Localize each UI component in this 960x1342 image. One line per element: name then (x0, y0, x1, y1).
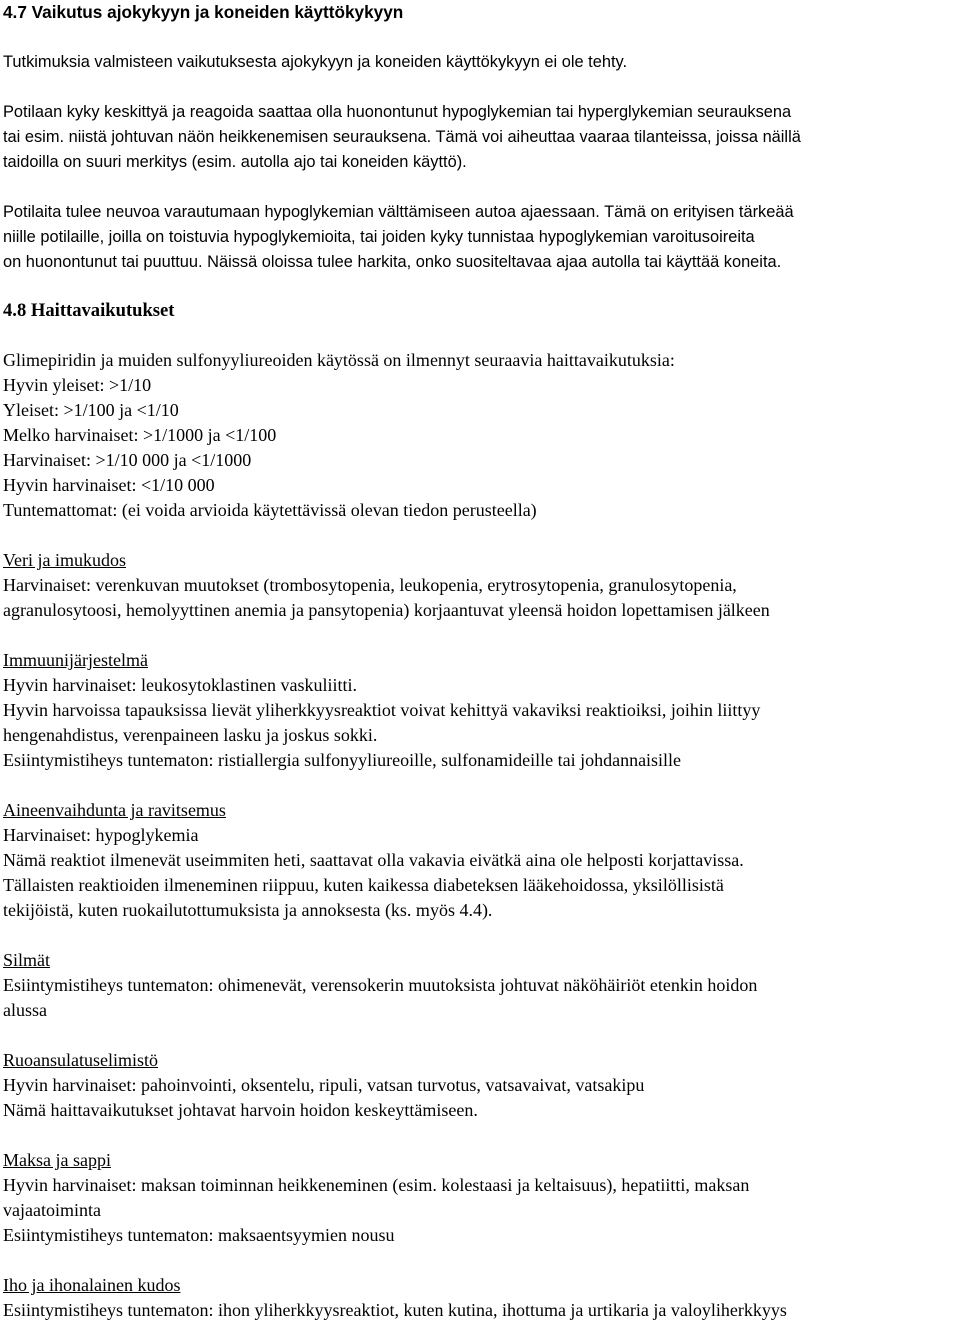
frequency-line: Harvinaiset: >1/10 000 ja <1/1000 (3, 450, 252, 470)
group-title: Iho ja ihonalainen kudos (3, 1275, 181, 1295)
frequency-line: Hyvin yleiset: >1/10 (3, 375, 152, 395)
section-4-7-paragraph-2 (3, 100, 955, 175)
group-gastrointestinal (3, 1048, 955, 1123)
text-line: Potilaita tulee neuvoa varautumaan hypoglykemian välttämiseen autoa ajaessaan. Tämä on erityisen tärkeää (3, 203, 794, 221)
text-line: Hyvin harvoissa tapauksissa lievät yliherkkyysreaktiot voivat kehittyä vakaviksi reaktioiksi, joihin liittyy (3, 700, 761, 720)
group-metabolism-nutrition (3, 798, 955, 923)
text-line: Nämä reaktiot ilmenevät useimmiten heti, saattavat olla vakavia eivätkä aina ole helposti korjattavissa. (3, 850, 744, 870)
text-line: Harvinaiset: hypoglykemia (3, 825, 199, 845)
text-line: Nämä haittavaikutukset johtavat harvoin hoidon keskeyttämiseen. (3, 1100, 478, 1120)
text-line: hengenahdistus, verenpaineen lasku ja joskus sokki. (3, 725, 378, 745)
text-line: Hyvin harvinaiset: maksan toiminnan heikkeneminen (esim. kolestaasi ja keltaisuus), hepatiitti, maksan (3, 1175, 750, 1195)
frequency-line: Melko harvinaiset: >1/1000 ja <1/100 (3, 425, 277, 445)
group-immune-system (3, 648, 955, 773)
text-line: niille potilaille, joilla on toistuvia hypoglykemioita, tai joiden kyky tunnistaa hypoglykemian varoitusoireita (3, 228, 755, 246)
text-line: Harvinaiset: verenkuvan muutokset (trombosytopenia, leukopenia, erytrosytopenia, granulosytopenia, (3, 575, 737, 595)
text-line: vajaatoiminta (3, 1200, 101, 1220)
text-line: Esiintymistiheys tuntematon: maksaentsyymien nousu (3, 1225, 395, 1245)
text-line: Esiintymistiheys tuntematon: ohimenevät, verensokerin muutoksista johtuvat näköhäiriöt etenkin hoidon (3, 975, 758, 995)
frequency-line: Tuntemattomat: (ei voida arvioida käytettävissä olevan tiedon perusteella) (3, 500, 537, 520)
text-line: alussa (3, 1000, 47, 1020)
text-line: Tällaisten reaktioiden ilmeneminen riippuu, kuten kaikessa diabeteksen lääkehoidossa, yksilöllisistä (3, 875, 724, 895)
group-title: Aineenvaihdunta ja ravitsemus (3, 800, 226, 820)
text-line: Hyvin harvinaiset: pahoinvointi, oksentelu, ripuli, vatsan turvotus, vatsavaivat, vatsakipu (3, 1075, 645, 1095)
section-4-7-paragraph-1: Tutkimuksia valmisteen vaikutuksesta ajokykyyn ja koneiden käyttökykyyn ei ole tehty. (3, 53, 628, 71)
group-title: Silmät (3, 950, 51, 970)
group-title: Ruoansulatuselimistö (3, 1050, 158, 1070)
section-4-7-heading: 4.7 Vaikutus ajokykyyn ja koneiden käyttökykyyn (3, 2, 404, 22)
document-page (3, 0, 955, 1323)
group-title: Immuunijärjestelmä (3, 650, 148, 670)
text-line: Esiintymistiheys tuntematon: ristiallergia sulfonyyliureoille, sulfonamideille tai johdannaisille (3, 750, 682, 770)
section-4-7-paragraph-3 (3, 200, 955, 275)
frequency-intro (3, 348, 955, 523)
text-line: on huonontunut tai puuttuu. Näissä oloissa tulee harkita, onko suositeltavaa ajaa autolla tai käyttää koneita. (3, 253, 782, 271)
text-line: agranulosytoosi, hemolyyttinen anemia ja pansytopenia) korjaantuvat yleensä hoidon lopettamisen jälkeen (3, 600, 770, 620)
frequency-line: Hyvin harvinaiset: <1/10 000 (3, 475, 215, 495)
frequency-line: Yleiset: >1/100 ja <1/10 (3, 400, 179, 420)
text-line: Esiintymistiheys tuntematon: ihon yliherkkyysreaktiot, kuten kutina, ihottuma ja urtikaria ja valoyliherkkyys (3, 1300, 787, 1320)
group-hepatobiliary (3, 1148, 955, 1248)
group-blood-lymphatic (3, 548, 955, 623)
group-skin-subcutaneous (3, 1273, 955, 1323)
group-title: Maksa ja sappi (3, 1150, 111, 1170)
text-line: tekijöistä, kuten ruokailutottumuksista ja annoksesta (ks. myös 4.4). (3, 900, 493, 920)
text-line: taidoilla on suuri merkitys (esim. autolla ajo tai koneiden käyttö). (3, 153, 467, 171)
group-eye (3, 948, 955, 1023)
section-4-8-heading: 4.8 Haittavaikutukset (3, 300, 175, 321)
text-line: Glimepiridin ja muiden sulfonyyliureoiden käytössä on ilmennyt seuraavia haittavaikutuksia: (3, 350, 675, 370)
text-line: Potilaan kyky keskittyä ja reagoida saattaa olla huonontunut hypoglykemian tai hyperglykemian seurauksena (3, 103, 792, 121)
text-line: tai esim. niistä johtuvan näön heikkenemisen seurauksena. Tämä voi aiheuttaa vaaraa tilanteissa, joissa näillä (3, 128, 801, 146)
group-title: Veri ja imukudos (3, 550, 126, 570)
text-line: Hyvin harvinaiset: leukosytoklastinen vaskuliitti. (3, 675, 357, 695)
